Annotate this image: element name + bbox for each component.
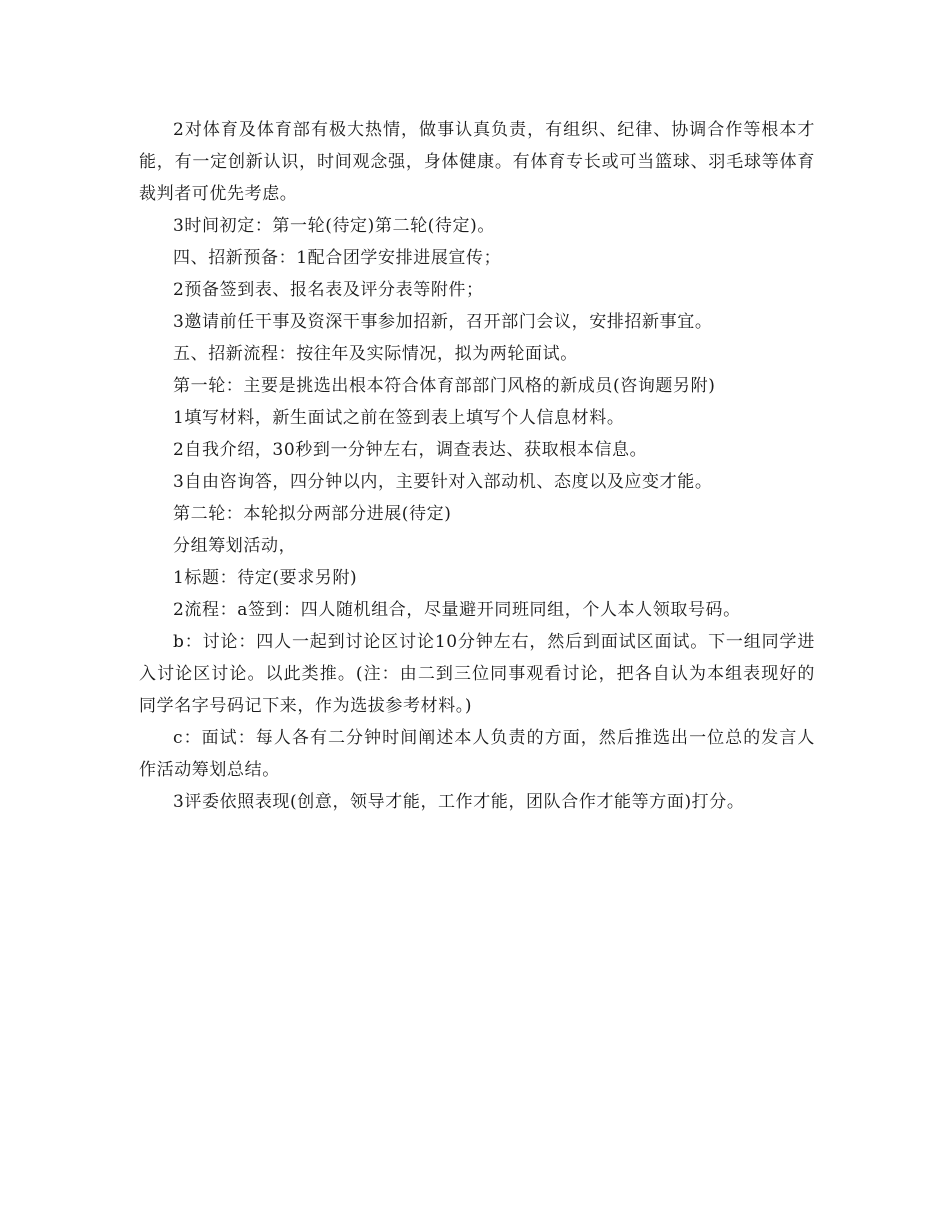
paragraph-group-activity: 分组筹划活动，: [173, 536, 297, 556]
paragraph-schedule: 3时间初定：第一轮(待定)第二轮(待定)。: [173, 216, 495, 236]
paragraph-round-two-discussion: b：讨论：四人一起到讨论区讨论10分钟左右，然后到面试区面试。下一组同学进入讨论区讨论。以此类推。(注：由二到三位同事观看讨论，把各自认为本组表现好的同学名字号码记下来，作为选拔参考材料。): [139, 632, 815, 716]
paragraph-round-two-interview: c：面试：每人各有二分钟时间阐述本人负责的方面，然后推选出一位总的发言人作活动筹划总结。: [139, 728, 815, 780]
paragraph-requirements: 2对体育及体育部有极大热情，做事认真负责，有组织、纪律、协调合作等根本才能，有一定创新认识，时间观念强，身体健康。有体育专长或可当篮球、羽毛球等体育裁判者可优先考虑。: [139, 120, 815, 204]
paragraph-round-two: 第二轮：本轮拟分两部分进展(待定): [173, 504, 452, 524]
paragraph-preparation-invite: 3邀请前任干事及资深干事参加招新，召开部门会议，安排招新事宜。: [173, 312, 713, 332]
paragraph-round-one-step-1: 1填写材料，新生面试之前在签到表上填写个人信息材料。: [173, 408, 625, 428]
paragraph-round-one-step-3: 3自由咨询答，四分钟以内，主要针对入部动机、态度以及应变才能。: [173, 472, 713, 492]
paragraph-round-two-title: 1标题：待定(要求另附): [173, 568, 358, 588]
paragraph-process-heading: 五、招新流程：按往年及实际情况，拟为两轮面试。: [173, 344, 578, 364]
paragraph-round-two-signin: 2流程：a签到：四人随机组合，尽量避开同班同组，个人本人领取号码。: [173, 600, 741, 620]
paragraph-round-one: 第一轮：主要是挑选出根本符合体育部部门风格的新成员(咨询题另附): [173, 376, 716, 396]
document-body: [139, 114, 815, 818]
paragraph-preparation-forms: 2预备签到表、报名表及评分表等附件；: [173, 280, 484, 300]
paragraph-preparation-heading: 四、招新预备：1配合团学安排进展宣传；: [173, 248, 502, 268]
paragraph-round-one-step-2: 2自我介绍，30秒到一分钟左右，调查表达、获取根本信息。: [173, 440, 648, 460]
paragraph-scoring: 3评委依照表现(创意，领导才能，工作才能，团队合作才能等方面)打分。: [173, 792, 745, 812]
